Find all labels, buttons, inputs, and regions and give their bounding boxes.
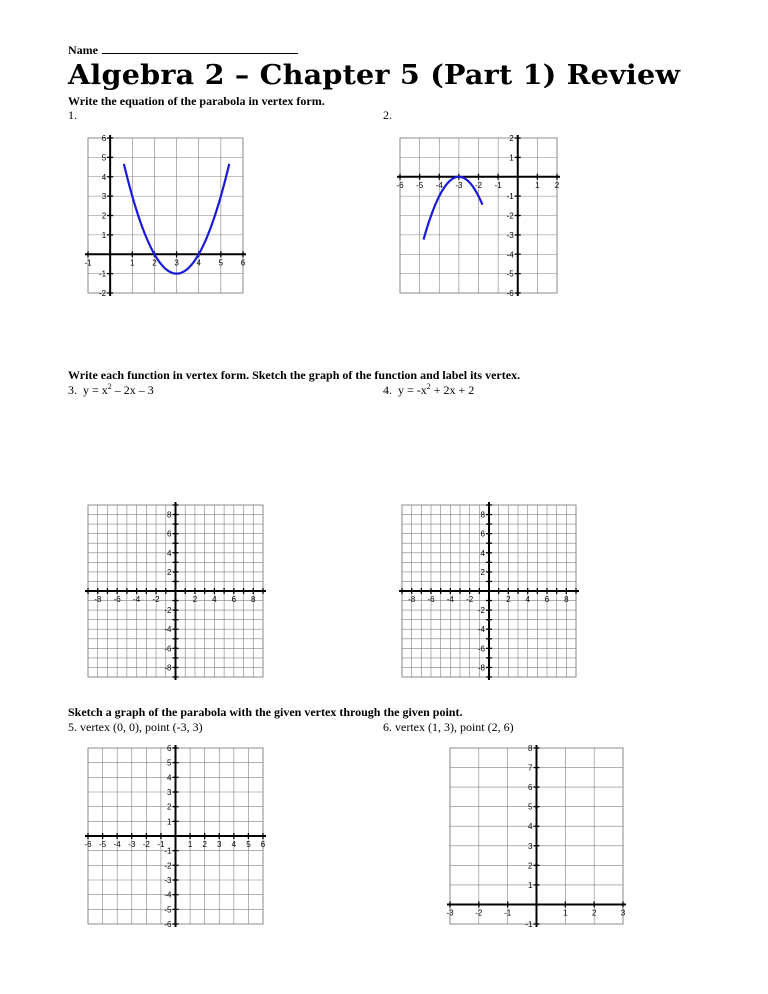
y-tick-label: 1: [101, 230, 107, 240]
name-field: [68, 42, 298, 58]
x-tick-label: 6: [240, 258, 246, 268]
y-tick-label: 6: [528, 783, 533, 793]
section1-instruction: Write the equation of the parabola in vertex form.: [68, 94, 325, 108]
x-tick-label: -4: [133, 595, 141, 604]
y-tick-label: -6: [506, 289, 514, 298]
y-tick-label: -4: [164, 625, 172, 635]
y-tick-label: -4: [164, 890, 172, 900]
problem-3-exponent: 2: [107, 382, 112, 391]
name-blank-line[interactable]: [102, 42, 298, 54]
x-tick-label: 3: [217, 840, 222, 849]
x-tick-label: 1: [187, 840, 193, 849]
y-tick-label: -2: [99, 289, 107, 298]
y-tick-label: -5: [506, 269, 514, 279]
y-tick-label: -2: [164, 606, 172, 616]
x-tick-label: 5: [218, 258, 224, 268]
x-tick-label: -1: [494, 180, 502, 190]
x-tick-label: -4: [446, 595, 454, 604]
y-tick-label: -3: [164, 876, 172, 885]
x-tick-label: 2: [506, 595, 511, 604]
y-tick-label: -2: [506, 211, 514, 221]
y-tick-label: -1: [164, 846, 172, 856]
x-tick-label: 4: [196, 258, 201, 268]
x-tick-label: -3: [446, 908, 454, 918]
y-tick-label: 4: [167, 773, 172, 783]
page-title: Algebra 2 – Chapter 5 (Part 1) Review: [68, 60, 681, 91]
problem-6: 6. vertex (1, 3), point (2, 6): [383, 720, 514, 734]
y-tick-label: 3: [101, 192, 107, 202]
x-tick-label: 3: [620, 908, 626, 918]
x-tick-label: -5: [99, 840, 107, 849]
x-tick-label: 2: [591, 908, 597, 918]
x-tick-label: 8: [251, 595, 256, 604]
x-tick-label: -6: [113, 595, 121, 604]
x-tick-label: 6: [260, 840, 266, 849]
y-tick-label: 2: [101, 211, 107, 221]
y-tick-label: -1: [99, 269, 107, 279]
x-tick-label: 2: [554, 180, 560, 190]
y-tick-label: 6: [167, 529, 172, 539]
x-tick-label: -4: [435, 180, 443, 190]
y-tick-label: -1: [506, 192, 514, 202]
y-tick-label: 1: [528, 880, 533, 890]
x-tick-label: -6: [396, 180, 404, 190]
x-tick-label: 2: [192, 595, 198, 604]
x-tick-label: 4: [525, 595, 530, 604]
section3-instruction: Sketch a graph of the parabola with the given vertex through the given point.: [68, 705, 463, 719]
y-tick-label: 5: [528, 802, 533, 812]
parabola-curve: [424, 177, 483, 240]
y-tick-label: 8: [528, 744, 533, 753]
x-tick-label: -2: [142, 840, 150, 849]
y-tick-label: 2: [167, 567, 172, 577]
y-tick-label: 2: [528, 861, 533, 871]
y-tick-label: 4: [101, 172, 107, 182]
y-tick-label: 4: [528, 822, 533, 832]
x-tick-label: 1: [563, 908, 568, 918]
x-tick-label: -1: [157, 840, 165, 849]
y-tick-label: 2: [480, 567, 485, 577]
x-tick-label: -4: [113, 840, 121, 849]
y-tick-label: -3: [506, 230, 514, 240]
y-tick-label: 4: [480, 548, 485, 558]
y-tick-label: 6: [167, 744, 172, 753]
x-tick-label: 6: [544, 595, 550, 604]
x-tick-label: 5: [246, 840, 251, 849]
y-tick-label: 3: [528, 841, 533, 851]
y-tick-label: -2: [164, 861, 172, 871]
x-tick-label: -6: [427, 595, 435, 604]
problem-3-number: 3.: [68, 383, 77, 397]
y-tick-label: -6: [164, 920, 172, 929]
x-tick-label: 1: [535, 180, 540, 190]
graph-4[interactable]: [402, 505, 576, 677]
y-tick-label: 6: [480, 529, 485, 539]
problem-1-number: 1.: [68, 108, 77, 122]
problem-4: [383, 383, 474, 398]
y-tick-label: 4: [167, 548, 172, 558]
graph-1[interactable]: [84, 134, 246, 298]
y-tick-label: 7: [528, 763, 533, 773]
problem-4-exponent: 2: [426, 382, 431, 391]
x-tick-label: -3: [128, 840, 136, 849]
x-tick-label: -1: [504, 908, 512, 918]
y-tick-label: 1: [509, 153, 514, 163]
graph-6[interactable]: [446, 744, 626, 929]
y-tick-label: 3: [167, 788, 172, 797]
x-tick-label: -8: [94, 595, 102, 604]
y-tick-label: -1: [525, 920, 533, 929]
y-tick-label: -6: [477, 644, 485, 654]
x-tick-label: -1: [84, 258, 92, 268]
x-tick-label: -5: [416, 180, 424, 190]
x-tick-label: -2: [474, 180, 483, 190]
x-tick-label: -3: [455, 180, 463, 190]
x-tick-label: -6: [84, 840, 92, 849]
y-tick-label: -4: [477, 625, 485, 635]
section2-instruction: Write each function in vertex form. Sketch the graph of the function and label its vertex.: [68, 368, 521, 382]
problem-4-eq-pre: y = -x: [398, 383, 427, 397]
x-tick-label: 2: [152, 258, 157, 268]
x-tick-label: 8: [564, 595, 569, 604]
problem-3-eq-post: – 2x – 3: [111, 383, 154, 397]
x-tick-label: -2: [475, 908, 483, 918]
x-tick-label: -2: [466, 595, 474, 604]
x-tick-label: 4: [231, 840, 237, 849]
x-tick-label: 1: [130, 258, 135, 268]
y-tick-label: 5: [101, 153, 107, 163]
x-tick-label: 2: [202, 840, 207, 849]
y-tick-label: -2: [477, 606, 485, 616]
x-tick-label: 3: [174, 258, 179, 268]
y-tick-label: 8: [167, 510, 172, 520]
x-tick-label: 6: [231, 595, 237, 604]
name-label: Name: [68, 43, 98, 57]
y-tick-label: 6: [101, 134, 107, 143]
y-tick-label: -4: [506, 250, 514, 260]
problem-4-number: 4.: [383, 383, 392, 397]
y-tick-label: 8: [480, 510, 485, 520]
graph-3[interactable]: [88, 505, 263, 677]
x-tick-label: -8: [408, 595, 416, 604]
problem-2-number: 2.: [383, 108, 392, 122]
y-tick-label: 1: [167, 817, 172, 827]
problem-3: [68, 383, 154, 398]
y-tick-label: 2: [509, 134, 514, 143]
problem-4-eq-post: + 2x + 2: [430, 383, 475, 397]
y-tick-label: -5: [164, 905, 172, 915]
x-tick-label: 4: [212, 595, 217, 604]
y-tick-label: 5: [167, 758, 172, 768]
graph-5[interactable]: [84, 744, 266, 929]
y-tick-label: -8: [477, 663, 485, 673]
y-tick-label: -6: [164, 644, 172, 654]
y-tick-label: -8: [164, 663, 172, 673]
problem-5: 5. vertex (0, 0), point (-3, 3): [68, 720, 203, 734]
x-tick-label: -2: [152, 595, 160, 604]
y-tick-label: 2: [167, 802, 172, 812]
problem-3-eq-pre: y = x: [83, 383, 108, 397]
graph-2[interactable]: [396, 134, 560, 298]
